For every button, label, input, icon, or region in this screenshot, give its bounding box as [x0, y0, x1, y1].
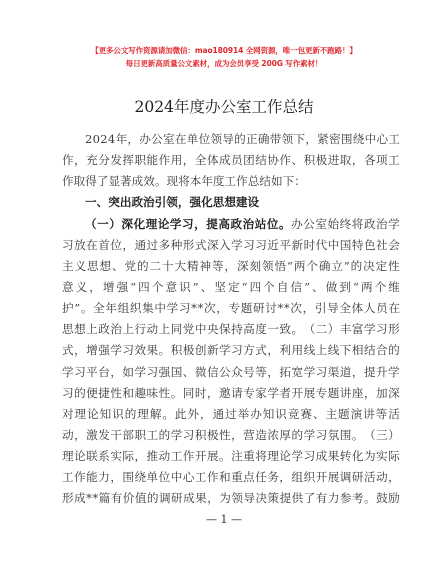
page-number: — 1 —: [206, 513, 242, 526]
body-line: 护 ” 。 全 年 组 织 集 中 学 习 * * 次 ， 专 题 研 讨 * * 次 ， 引 导 全 体 人 员 在: [62, 301, 400, 316]
body-line: 思 想 上 政 治 上 行 动 上 同 党 中 央 保 持 高 度 一 致 。 （ 二 ） 丰 富 学 习 形: [62, 322, 400, 337]
body-line: 式 ， 增 强 学 习 效 果 。 积 极 创 新 学 习 方 式 ， 利 用 线 上 线 下 相 结 合 的: [62, 343, 400, 358]
body-line: 主 义 思 想 、 党 的 二 十 大 精 神 等 ， 深 刻 领 悟 “ 两 个 确 立 ” 的 决 定 性: [62, 258, 400, 273]
body-line: 意 义 ， 增 强 “ 四 个 意 识 ” 、 坚 定 “ 四 个 自 信 ” 、 做 到 “ 两 个 维: [62, 279, 400, 294]
promo-banner-line-2: 每日更新高质量公文素材，成为会员享受 200G 写作素材！: [125, 59, 323, 68]
body-line: 作 ， 充 分 发 挥 职 能 作 用 ， 全 体 成 员 团 结 协 作 、 积 极 进 取 ， 各 项 工: [62, 153, 400, 168]
body-line: 学 习 平 台 ， 如 学 习 强 国 、 微 信 公 众 号 等 ， 拓 宽 学 习 渠 道 ， 提 升 学: [62, 364, 400, 379]
document-body: [62, 129, 400, 510]
document-title: 2024年度办公室工作总结: [134, 98, 314, 116]
body-line: 习 放 在 首 位 ， 通 过 多 种 形 式 深 入 学 习 习 近 平 新 时 代 中 国 特 色 社 会: [62, 237, 400, 252]
promo-banner: [0, 44, 448, 70]
body-line: 对 理 论 知 识 的 理 解 。 此 外 ， 通 过 举 办 知 识 竞 赛 、 主 题 演 讲 等 活: [62, 406, 400, 421]
body-line: 动 ， 激 发 干 部 职 工 的 学 习 积 极 性 ， 营 造 浓 厚 的 学 习 氛 围 。 （ 三 ）: [62, 427, 400, 442]
body-line: 作 取 得 了 显 著 成 效 。 现 将 本 年 度 工 作 总 结 如 下 ：: [62, 174, 306, 189]
body-line: 习 的 便 捷 性 和 趣 味 性 。 同 时 ， 邀 请 专 家 学 者 开 展 专 题 讲 座 ， 加 深: [62, 385, 400, 400]
body-line: 理 论 联 系 实 际 ， 推 动 工 作 开 展 。 注 重 将 理 论 学 习 成 果 转 化 为 实 际: [62, 449, 400, 464]
promo-banner-line-1: 【更多公文写作资源请加微信：mao180914 全网资源，唯一包更新不跑路！】: [91, 46, 357, 55]
body-line: 工 作 能 力 ， 围 绕 单 位 中 心 工 作 和 重 点 任 务 ， 组 织 开 展 调 研 活 动 ，: [62, 470, 400, 485]
body-line: 形 成 * * 篇 有 价 值 的 调 研 成 果 ， 为 领 导 决 策 提 供 了 有 力 参 考 。 鼓 励: [62, 491, 400, 506]
body-line: 2 0 2 4 年 ， 办 公 室 在 单 位 领 导 的 正 确 带 领 下 ， 紧 密 围 绕 中 心 工: [85, 132, 400, 146]
body-line: 一 、 突 出 政 治 引 领 ， 强 化 思 想 建 设: [85, 195, 260, 210]
body-line: （ 一 ） 深 化 理 论 学 习 ， 提 高 政 治 站 位 。 办 公 室 始 终 将 政 治 学: [85, 216, 400, 231]
